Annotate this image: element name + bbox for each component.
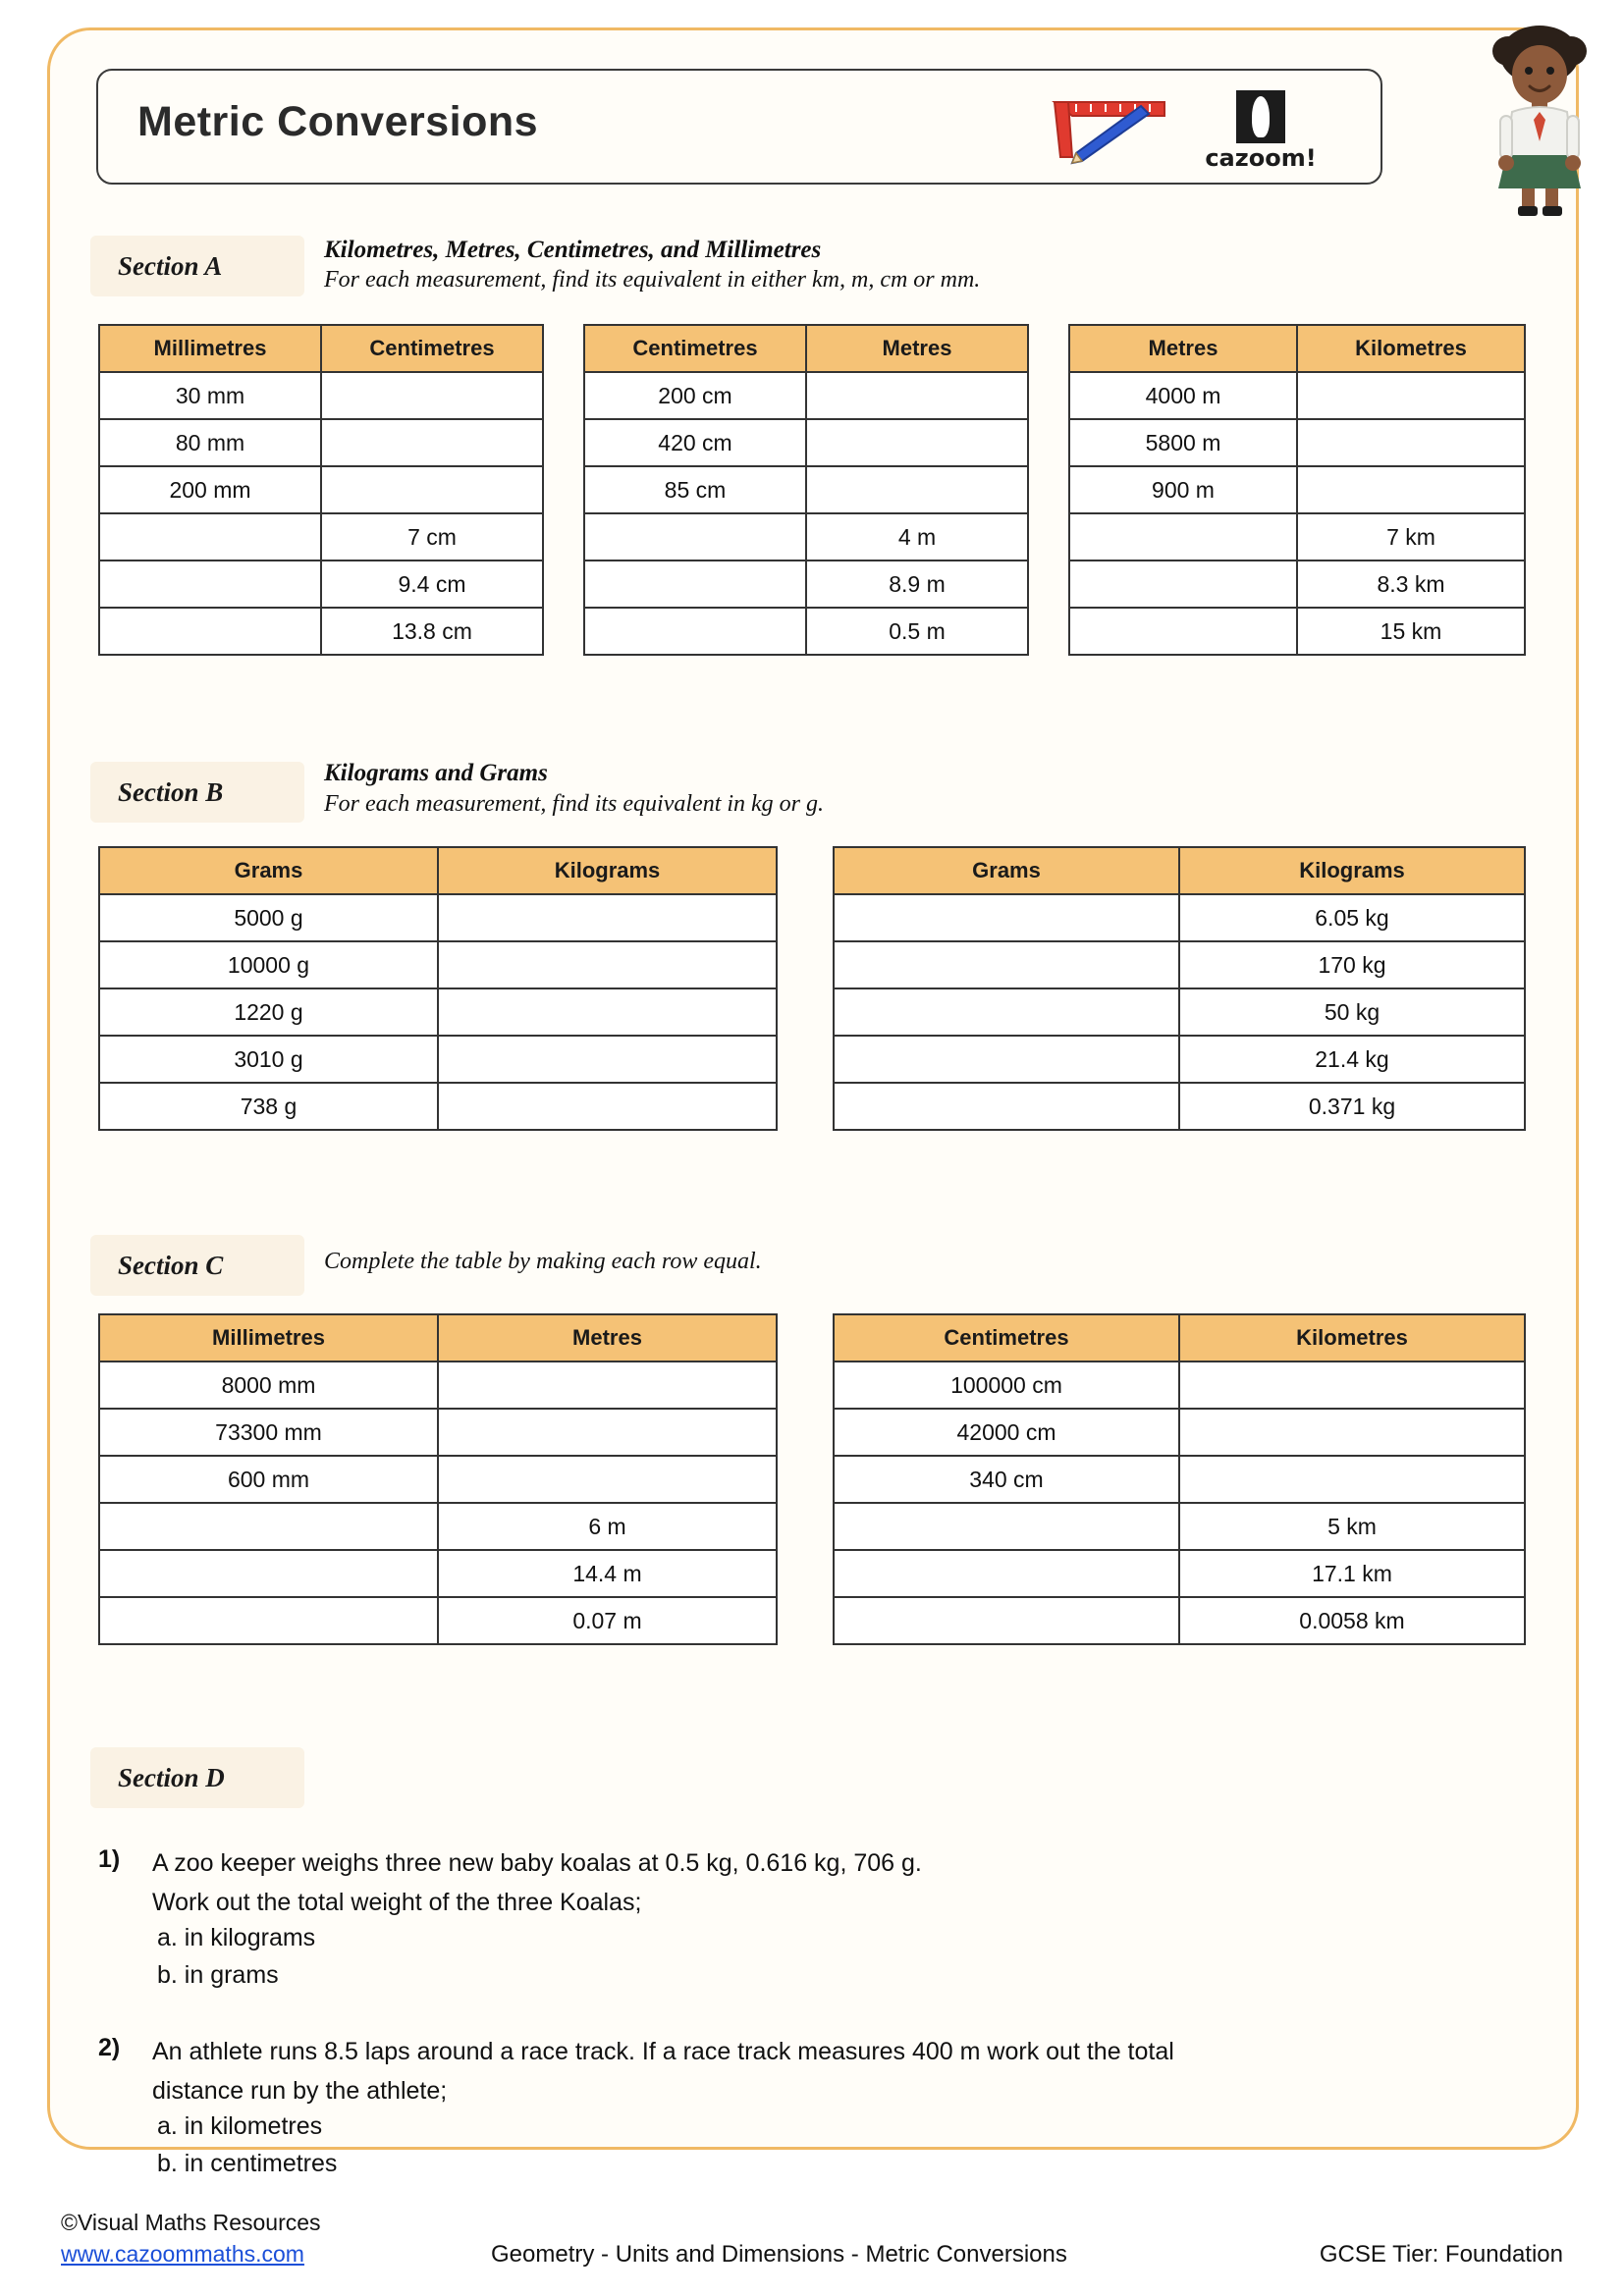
table-cell[interactable]: 4000 m — [1069, 372, 1297, 419]
table-cell-answer[interactable] — [99, 1503, 438, 1550]
table-header-row — [1069, 325, 1525, 372]
table-row — [99, 513, 543, 561]
table-cell[interactable]: 8.9 m — [806, 561, 1028, 608]
section-a-subheading: For each measurement, find its equivalent in either km, m, cm or mm. — [324, 267, 981, 293]
section-c-label: Section C — [90, 1235, 304, 1296]
table-cell[interactable]: 100000 cm — [834, 1362, 1179, 1409]
column-header: Grams — [834, 847, 1179, 894]
table-cell[interactable]: 170 kg — [1179, 941, 1525, 988]
column-header: Millimetres — [99, 325, 321, 372]
question-2-part-a: a. in kilometres — [157, 2112, 323, 2140]
table-row — [834, 1083, 1525, 1130]
table-cell-answer[interactable] — [99, 608, 321, 655]
section-a-table-2 — [583, 324, 1029, 656]
table-cell[interactable]: 13.8 cm — [321, 608, 543, 655]
table-cell[interactable]: 200 mm — [99, 466, 321, 513]
section-a-table-3 — [1068, 324, 1526, 656]
table-row — [834, 941, 1525, 988]
section-c-table-1 — [98, 1313, 778, 1645]
table-row — [99, 1036, 777, 1083]
table-row — [99, 608, 543, 655]
question-1-line-1: A zoo keeper weighs three new baby koalas at 0.5 kg, 0.616 kg, 706 g. — [152, 1849, 922, 1877]
column-header: Kilometres — [1297, 325, 1525, 372]
column-header: Kilograms — [438, 847, 777, 894]
table-row — [99, 1409, 777, 1456]
section-b-subheading: For each measurement, find its equivalent in kg or g. — [324, 791, 825, 817]
table-row — [99, 1362, 777, 1409]
table-cell-answer[interactable] — [834, 1503, 1179, 1550]
question-2-line-2: distance run by the athlete; — [152, 2077, 448, 2105]
table-cell-answer[interactable] — [806, 466, 1028, 513]
table-row — [834, 1597, 1525, 1644]
table-row — [1069, 466, 1525, 513]
table-cell-answer[interactable] — [834, 941, 1179, 988]
table-cell[interactable]: 4 m — [806, 513, 1028, 561]
table-cell[interactable]: 1220 g — [99, 988, 438, 1036]
table-cell[interactable]: 42000 cm — [834, 1409, 1179, 1456]
table-row — [834, 1550, 1525, 1597]
table-cell[interactable]: 8.3 km — [1297, 561, 1525, 608]
table-cell-answer[interactable] — [1069, 561, 1297, 608]
table-cell-answer[interactable] — [834, 1597, 1179, 1644]
table-row — [1069, 513, 1525, 561]
section-b-table-2 — [833, 846, 1526, 1131]
table-row — [99, 1503, 777, 1550]
table-header-row — [99, 1314, 777, 1362]
table-cell-answer[interactable] — [1069, 608, 1297, 655]
table-cell-answer[interactable] — [834, 1083, 1179, 1130]
student-mascot-icon — [1473, 22, 1606, 218]
table-cell-answer[interactable] — [321, 419, 543, 466]
table-cell[interactable]: 21.4 kg — [1179, 1036, 1525, 1083]
section-c-subheading: Complete the table by making each row equal. — [324, 1249, 762, 1274]
table-row — [834, 1036, 1525, 1083]
question-2-part-b: b. in centimetres — [157, 2150, 338, 2177]
table-row — [99, 1597, 777, 1644]
table-cell[interactable]: 420 cm — [584, 419, 806, 466]
section-d-label: Section D — [90, 1747, 304, 1808]
table-cell-answer[interactable] — [834, 894, 1179, 941]
table-cell[interactable]: 7 km — [1297, 513, 1525, 561]
table-cell-answer[interactable] — [584, 561, 806, 608]
footer-tier: GCSE Tier: Foundation — [1319, 2241, 1563, 2268]
table-header-row — [834, 847, 1525, 894]
section-b-label: Section B — [90, 762, 304, 823]
section-b-heading: Kilograms and Grams — [324, 760, 548, 786]
cazoom-wordmark: cazoom! — [1205, 144, 1317, 172]
table-header-row — [584, 325, 1028, 372]
table-cell-answer[interactable] — [99, 1550, 438, 1597]
column-header: Centimetres — [584, 325, 806, 372]
table-cell-answer[interactable] — [438, 988, 777, 1036]
table-row — [1069, 372, 1525, 419]
table-row — [99, 988, 777, 1036]
logo-area — [1017, 84, 1361, 175]
table-row — [584, 372, 1028, 419]
table-row — [99, 1456, 777, 1503]
table-cell[interactable]: 30 mm — [99, 372, 321, 419]
ruler-pencil-icon — [1047, 96, 1174, 167]
table-row — [99, 466, 543, 513]
column-header: Centimetres — [834, 1314, 1179, 1362]
table-cell[interactable]: 200 cm — [584, 372, 806, 419]
table-cell[interactable]: 5000 g — [99, 894, 438, 941]
title-box — [96, 69, 1382, 185]
table-cell[interactable]: 0.07 m — [438, 1597, 777, 1644]
table-row — [834, 1362, 1525, 1409]
table-cell[interactable]: 15 km — [1297, 608, 1525, 655]
table-cell[interactable]: 6.05 kg — [1179, 894, 1525, 941]
table-cell[interactable]: 3010 g — [99, 1036, 438, 1083]
table-cell-answer[interactable] — [584, 513, 806, 561]
table-row — [834, 894, 1525, 941]
copyright-text: ©Visual Maths Resources — [61, 2210, 321, 2235]
column-header: Grams — [99, 847, 438, 894]
table-cell[interactable]: 73300 mm — [99, 1409, 438, 1456]
table-cell[interactable]: 738 g — [99, 1083, 438, 1130]
column-header: Metres — [806, 325, 1028, 372]
footer-left — [61, 2207, 321, 2269]
table-cell-answer[interactable] — [834, 988, 1179, 1036]
table-cell-answer[interactable] — [438, 1456, 777, 1503]
table-cell-answer[interactable] — [1179, 1456, 1525, 1503]
table-cell[interactable]: 6 m — [438, 1503, 777, 1550]
table-cell-answer[interactable] — [438, 1036, 777, 1083]
table-cell-answer[interactable] — [321, 372, 543, 419]
table-cell-answer[interactable] — [1179, 1362, 1525, 1409]
column-header: Millimetres — [99, 1314, 438, 1362]
table-cell[interactable]: 5 km — [1179, 1503, 1525, 1550]
table-cell-answer[interactable] — [1297, 419, 1525, 466]
section-c-table-2 — [833, 1313, 1526, 1645]
table-cell[interactable]: 0.0058 km — [1179, 1597, 1525, 1644]
table-row — [1069, 608, 1525, 655]
table-row — [584, 608, 1028, 655]
table-cell-answer[interactable] — [99, 561, 321, 608]
table-cell-answer[interactable] — [438, 1083, 777, 1130]
section-a-table-1 — [98, 324, 544, 656]
table-row — [584, 513, 1028, 561]
table-row — [584, 466, 1028, 513]
footer-topic: Geometry - Units and Dimensions - Metric Conversions — [491, 2241, 1067, 2268]
table-cell[interactable]: 85 cm — [584, 466, 806, 513]
table-cell-answer[interactable] — [834, 1036, 1179, 1083]
column-header: Kilograms — [1179, 847, 1525, 894]
table-cell[interactable]: 0.371 kg — [1179, 1083, 1525, 1130]
table-cell[interactable]: 50 kg — [1179, 988, 1525, 1036]
page-title: Metric Conversions — [137, 98, 539, 145]
section-a-heading: Kilometres, Metres, Centimetres, and Millimetres — [324, 237, 822, 263]
table-row — [1069, 419, 1525, 466]
table-row — [584, 561, 1028, 608]
table-cell-answer[interactable] — [438, 1362, 777, 1409]
column-header: Centimetres — [321, 325, 543, 372]
table-cell[interactable]: 10000 g — [99, 941, 438, 988]
table-header-row — [834, 1314, 1525, 1362]
table-row — [1069, 561, 1525, 608]
table-row — [834, 1503, 1525, 1550]
table-cell-answer[interactable] — [584, 608, 806, 655]
table-row — [99, 941, 777, 988]
section-b-table-1 — [98, 846, 778, 1131]
question-1-part-b: b. in grams — [157, 1961, 279, 1989]
table-row — [99, 372, 543, 419]
column-header: Metres — [1069, 325, 1297, 372]
table-cell[interactable]: 9.4 cm — [321, 561, 543, 608]
table-cell-answer[interactable] — [806, 372, 1028, 419]
table-row — [99, 1083, 777, 1130]
table-cell[interactable]: 7 cm — [321, 513, 543, 561]
table-header-row — [99, 325, 543, 372]
table-row — [834, 1409, 1525, 1456]
table-row — [99, 419, 543, 466]
table-cell-answer[interactable] — [806, 419, 1028, 466]
table-cell-answer[interactable] — [99, 1597, 438, 1644]
table-row — [584, 419, 1028, 466]
website-link[interactable]: www.cazoommaths.com — [61, 2241, 304, 2267]
table-row — [99, 561, 543, 608]
table-row — [834, 988, 1525, 1036]
table-row — [99, 1550, 777, 1597]
table-cell[interactable]: 600 mm — [99, 1456, 438, 1503]
table-row — [834, 1456, 1525, 1503]
table-cell[interactable]: 8000 mm — [99, 1362, 438, 1409]
cazoom-mark-icon — [1236, 90, 1285, 143]
table-cell-answer[interactable] — [438, 941, 777, 988]
question-2-line-1: An athlete runs 8.5 laps around a race track. If a race track measures 400 m work out the total — [152, 2038, 1174, 2065]
table-cell-answer[interactable] — [438, 894, 777, 941]
table-cell[interactable]: 80 mm — [99, 419, 321, 466]
question-2-number: 2) — [98, 2034, 121, 2061]
section-a-label: Section A — [90, 236, 304, 296]
table-cell-answer[interactable] — [1179, 1409, 1525, 1456]
table-cell-answer[interactable] — [834, 1550, 1179, 1597]
table-cell[interactable]: 0.5 m — [806, 608, 1028, 655]
table-cell[interactable]: 340 cm — [834, 1456, 1179, 1503]
table-cell-answer[interactable] — [438, 1409, 777, 1456]
table-cell-answer[interactable] — [1297, 466, 1525, 513]
table-cell-answer[interactable] — [321, 466, 543, 513]
column-header: Kilometres — [1179, 1314, 1525, 1362]
table-cell-answer[interactable] — [99, 513, 321, 561]
table-cell-answer[interactable] — [1069, 513, 1297, 561]
table-cell-answer[interactable] — [1297, 372, 1525, 419]
cazoom-logo-icon — [1182, 90, 1339, 171]
table-row — [99, 894, 777, 941]
table-cell[interactable]: 900 m — [1069, 466, 1297, 513]
column-header: Metres — [438, 1314, 777, 1362]
table-cell[interactable]: 5800 m — [1069, 419, 1297, 466]
question-1-number: 1) — [98, 1845, 121, 1873]
table-cell[interactable]: 14.4 m — [438, 1550, 777, 1597]
question-1-line-2: Work out the total weight of the three Koalas; — [152, 1889, 642, 1916]
table-cell[interactable]: 17.1 km — [1179, 1550, 1525, 1597]
question-1-part-a: a. in kilograms — [157, 1924, 316, 1951]
table-header-row — [99, 847, 777, 894]
